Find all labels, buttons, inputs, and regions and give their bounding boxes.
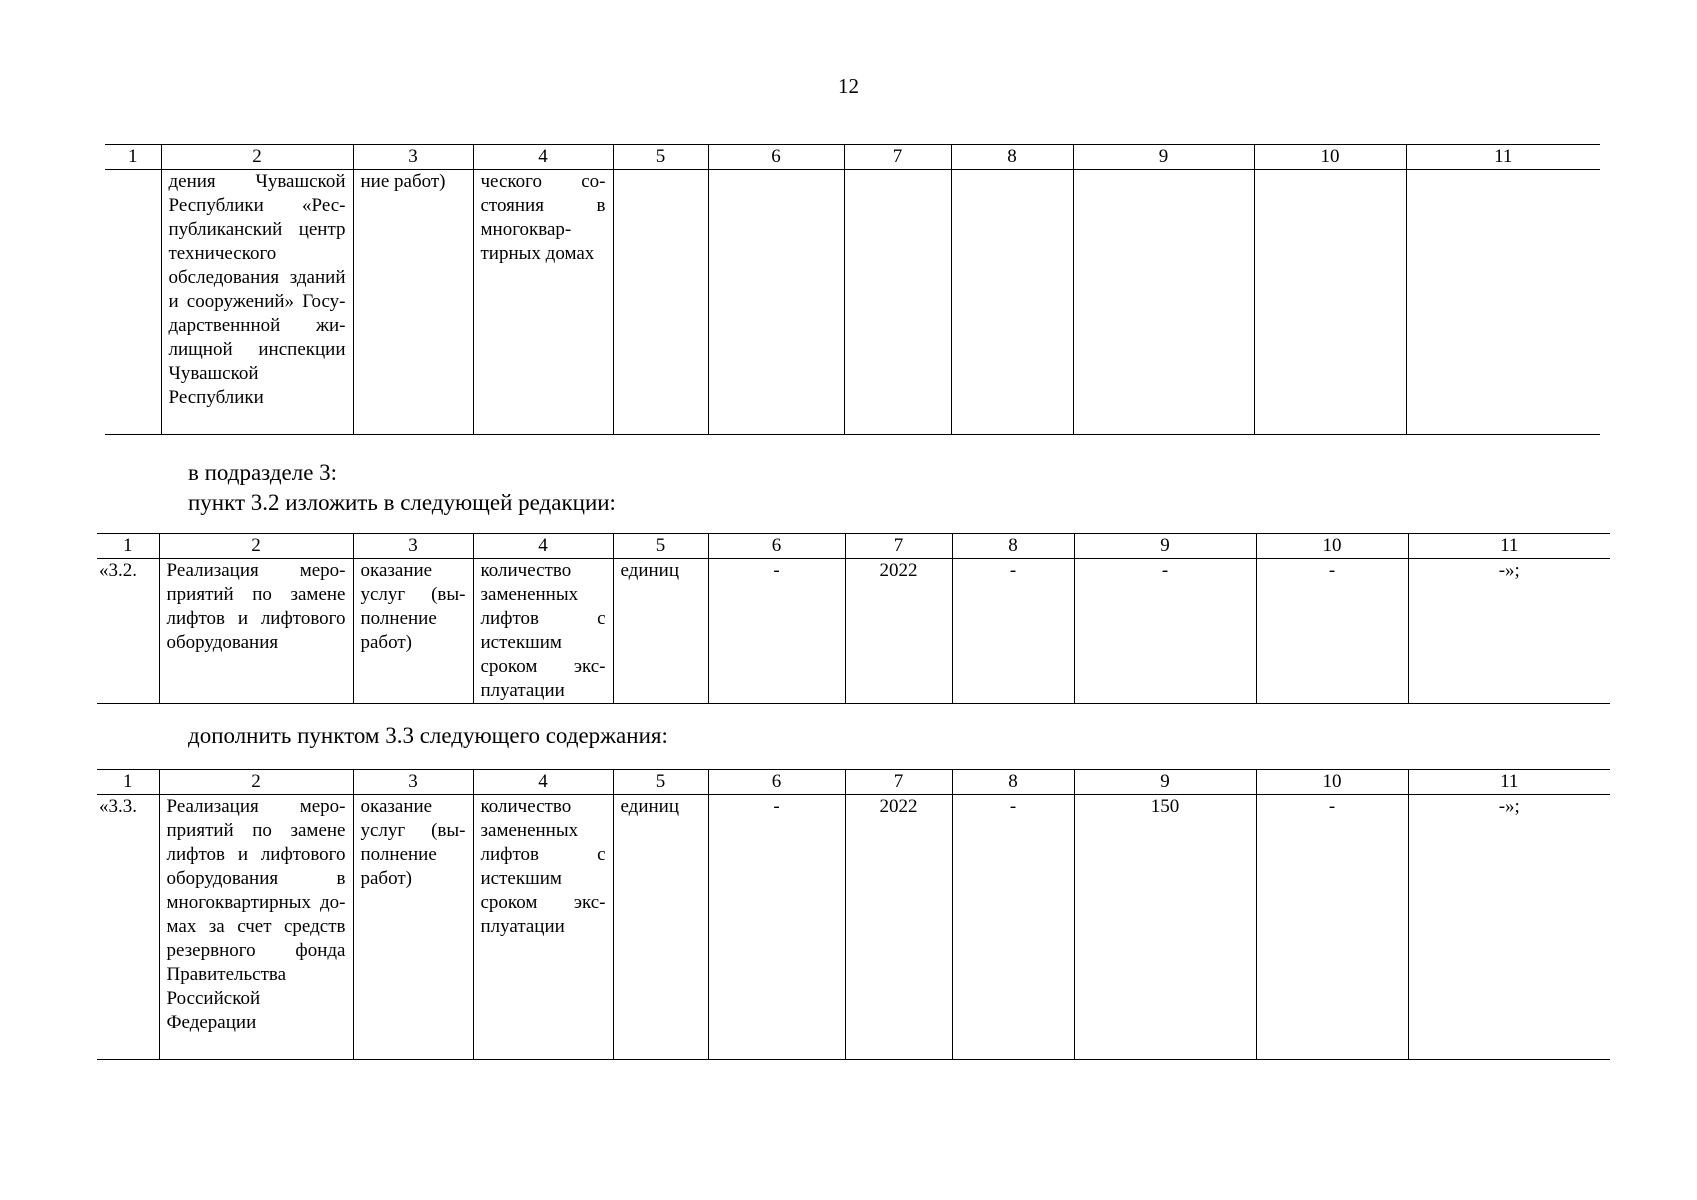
header-cell-2: 2	[159, 534, 353, 559]
cell-indicator: количество замененных лифтов с истекшим сроком эксплуатации	[473, 559, 613, 704]
header-cell-11: 11	[1408, 534, 1610, 559]
cell-name: дения Чувашской Республики «Республиканский центр технического обследования зданий и сооружений» Государственнной жилищной инспекции Чувашской Республики	[161, 170, 353, 435]
header-cell-7: 7	[844, 145, 951, 170]
cell-indicator: количество замененных лифтов с истекшим сроком эксплуатации	[473, 795, 613, 1060]
item-3-3-intro: дополнить пунктом 3.3 следующего содержания:	[188, 723, 668, 748]
table-item-3-3	[97, 769, 1610, 1060]
header-cell-10: 10	[1254, 145, 1406, 170]
header-cell-6: 6	[708, 534, 845, 559]
cell-col6: -	[708, 795, 845, 1060]
cell-col8: -	[952, 559, 1074, 704]
cell-name: Реализация мероприятий по замене лифтов и лифтового оборудования	[159, 559, 353, 704]
table-row	[105, 170, 1600, 435]
header-cell-10: 10	[1256, 534, 1408, 559]
header-cell-1: 1	[97, 534, 159, 559]
header-cell-10: 10	[1256, 770, 1408, 795]
cell-unit: единиц	[613, 795, 708, 1060]
cell-col10: -	[1256, 795, 1408, 1060]
cell-unit: единиц	[613, 559, 708, 704]
table-row	[97, 795, 1610, 1060]
header-cell-8: 8	[952, 534, 1074, 559]
table-item-3-2	[97, 533, 1610, 704]
cell-number	[105, 170, 161, 435]
header-cell-8: 8	[952, 770, 1074, 795]
cell-col7: 2022	[845, 559, 952, 704]
header-cell-5: 5	[613, 770, 708, 795]
cell-service-type: оказание услуг (выполнение работ)	[353, 795, 473, 1060]
cell-unit	[613, 170, 708, 435]
cell-col11	[1406, 170, 1600, 435]
cell-col9: -	[1074, 559, 1256, 704]
header-cell-5: 5	[613, 534, 708, 559]
item-3-2-intro: пункт 3.2 изложить в следующей редакции:	[188, 490, 616, 515]
header-cell-4: 4	[473, 534, 613, 559]
cell-col7	[844, 170, 951, 435]
header-cell-5: 5	[613, 145, 708, 170]
header-cell-3: 3	[353, 534, 473, 559]
cell-col9	[1073, 170, 1254, 435]
page-number: 12	[838, 74, 859, 98]
table-row	[97, 559, 1610, 704]
header-cell-2: 2	[159, 770, 353, 795]
subsection-text: в подразделе 3:	[188, 460, 338, 485]
cell-service-type: ние работ)	[353, 170, 473, 435]
table-header-row	[105, 145, 1600, 170]
header-cell-3: 3	[353, 145, 473, 170]
cell-service-type: оказание услуг (выполнение работ)	[353, 559, 473, 704]
table-header-row	[97, 770, 1610, 795]
cell-col10	[1254, 170, 1406, 435]
cell-number: «3.3.	[97, 795, 159, 1060]
table-header-row	[97, 534, 1610, 559]
header-cell-7: 7	[845, 534, 952, 559]
cell-col7: 2022	[845, 795, 952, 1060]
cell-col11: -»;	[1408, 559, 1610, 704]
cell-number: «3.2.	[97, 559, 159, 704]
header-cell-4: 4	[473, 770, 613, 795]
header-cell-2: 2	[161, 145, 353, 170]
header-cell-9: 9	[1074, 770, 1256, 795]
header-cell-3: 3	[353, 770, 473, 795]
header-cell-8: 8	[951, 145, 1073, 170]
header-cell-11: 11	[1408, 770, 1610, 795]
cell-col9: 150	[1074, 795, 1256, 1060]
cell-indicator: ческого состояния в многоквартирных домах	[473, 170, 613, 435]
header-cell-6: 6	[708, 770, 845, 795]
cell-col8: -	[952, 795, 1074, 1060]
cell-col6	[708, 170, 844, 435]
header-cell-9: 9	[1074, 534, 1256, 559]
cell-name: Реализация мероприятий по замене лифтов и лифтового оборудования в многоквартирных домах за счет средств резервного фонда Правительства Российской Федерации	[159, 795, 353, 1060]
header-cell-6: 6	[708, 145, 844, 170]
header-cell-1: 1	[97, 770, 159, 795]
header-cell-11: 11	[1406, 145, 1600, 170]
header-cell-4: 4	[473, 145, 613, 170]
cell-col11: -»;	[1408, 795, 1610, 1060]
table-continuation	[105, 144, 1600, 435]
cell-col6: -	[708, 559, 845, 704]
cell-col10: -	[1256, 559, 1408, 704]
header-cell-1: 1	[105, 145, 161, 170]
header-cell-7: 7	[845, 770, 952, 795]
cell-col8	[951, 170, 1073, 435]
header-cell-9: 9	[1073, 145, 1254, 170]
